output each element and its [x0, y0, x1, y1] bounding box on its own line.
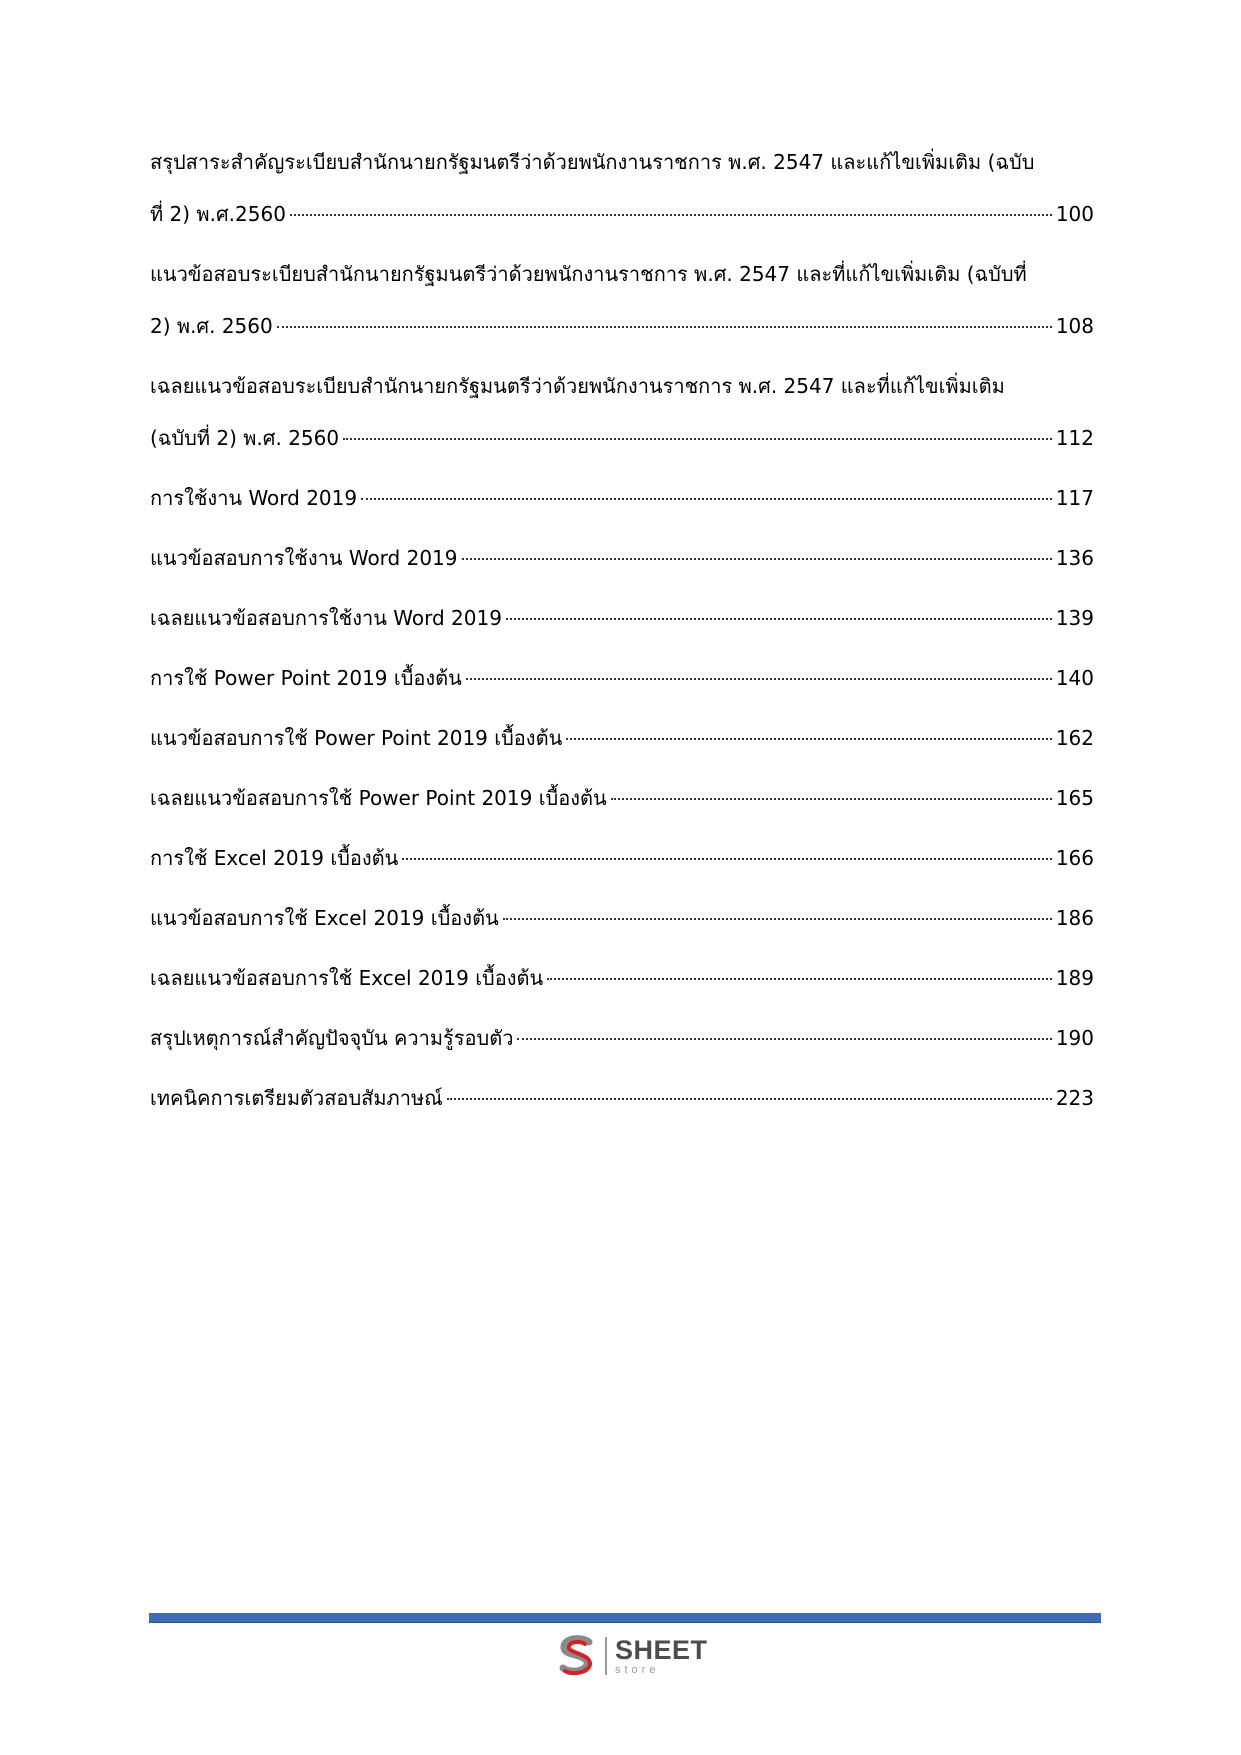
toc-page-number: 223: [1055, 1086, 1094, 1110]
toc-entry[interactable]: [150, 1084, 1094, 1113]
toc-entry-title: การใช้ Excel 2019 เบื้องต้น: [150, 846, 399, 870]
toc-entry-title: การใช้ Power Point 2019 เบื้องต้น: [150, 666, 462, 690]
toc-entry-title: แนวข้อสอบการใช้ Power Point 2019 เบื้องต้น: [150, 726, 563, 750]
toc-page-number: 136: [1055, 546, 1094, 570]
toc-entry-title-line1: สรุปสาระสำคัญระเบียบสำนักนายกรัฐมนตรีว่าด้วยพนักงานราชการ พ.ศ. 2547 และแก้ไขเพิ่มเติม (ฉบับ: [150, 150, 1035, 174]
toc-entry-title: ที่ 2) พ.ศ.2560: [150, 202, 286, 226]
dot-leader: [547, 977, 1052, 980]
toc-entry-title: เฉลยแนวข้อสอบการใช้ Excel 2019 เบื้องต้น: [150, 966, 544, 990]
toc-entry[interactable]: [150, 1024, 1094, 1053]
dot-leader: [506, 617, 1052, 620]
toc-entry[interactable]: [150, 784, 1094, 813]
toc-entry-title: เฉลยแนวข้อสอบการใช้ Power Point 2019 เบื้องต้น: [150, 786, 607, 810]
dot-leader: [402, 857, 1051, 860]
toc-page-number: 162: [1055, 726, 1094, 750]
dot-leader: [466, 677, 1052, 680]
dot-leader: [447, 1097, 1052, 1100]
toc-entry[interactable]: [150, 604, 1094, 633]
dot-leader: [361, 497, 1052, 500]
toc-page-number: 139: [1055, 606, 1094, 630]
toc-entry-title-line1: เฉลยแนวข้อสอบระเบียบสำนักนายกรัฐมนตรีว่าด้วยพนักงานราชการ พ.ศ. 2547 และที่แก้ไขเพิ่มเติม: [150, 374, 1005, 398]
toc-entry[interactable]: [150, 484, 1094, 513]
dot-leader: [503, 917, 1052, 920]
toc-entry[interactable]: [150, 724, 1094, 753]
dot-leader: [462, 557, 1052, 560]
toc-entry[interactable]: [150, 544, 1094, 573]
dot-leader: [290, 213, 1052, 216]
toc-page-number: 100: [1055, 202, 1094, 226]
toc-page-number: 117: [1055, 486, 1094, 510]
toc-entry[interactable]: [150, 964, 1094, 993]
toc-entry[interactable]: [150, 372, 1094, 453]
toc-entry-title: แนวข้อสอบการใช้งาน Word 2019: [150, 546, 458, 570]
toc-entry-title: เทคนิคการเตรียมตัวสอบสัมภาษณ์: [150, 1086, 443, 1110]
logo-subtext: store: [615, 1663, 660, 1676]
toc-entry-title: สรุปเหตุการณ์สำคัญปัจจุบัน ความรู้รอบตัว: [150, 1026, 514, 1050]
dot-leader: [277, 325, 1052, 328]
toc-page-number: 186: [1055, 906, 1094, 930]
toc-page-number: 166: [1055, 846, 1094, 870]
toc-page-number: 140: [1055, 666, 1094, 690]
toc-entry[interactable]: [150, 664, 1094, 693]
toc-entry-title: 2) พ.ศ. 2560: [150, 314, 273, 338]
toc-entry-title: การใช้งาน Word 2019: [150, 486, 358, 510]
toc-page-number: 108: [1055, 314, 1094, 338]
toc-entry-title: แนวข้อสอบการใช้ Excel 2019 เบื้องต้น: [150, 906, 499, 930]
dot-leader: [611, 797, 1052, 800]
toc-page-number: 189: [1055, 966, 1094, 990]
sheet-store-logo-icon: [555, 1634, 599, 1678]
toc-page-number: 190: [1055, 1026, 1094, 1050]
toc-entry[interactable]: [150, 904, 1094, 933]
toc-entry[interactable]: [150, 148, 1094, 229]
toc-entry[interactable]: [150, 844, 1094, 873]
footer-rule: [149, 1613, 1101, 1623]
toc-entry-title-line1: แนวข้อสอบระเบียบสำนักนายกรัฐมนตรีว่าด้วยพนักงานราชการ พ.ศ. 2547 และที่แก้ไขเพิ่มเติม (ฉบับที่: [150, 262, 1027, 286]
table-of-contents: [150, 148, 1094, 1144]
toc-entry-title: เฉลยแนวข้อสอบการใช้งาน Word 2019: [150, 606, 502, 630]
sheet-store-logo: [555, 1632, 708, 1680]
dot-leader: [517, 1037, 1051, 1040]
toc-page-number: 112: [1055, 426, 1094, 450]
toc-page-number: 165: [1055, 786, 1094, 810]
logo-separator: [605, 1637, 607, 1675]
logo-text: SHEET: [615, 1634, 708, 1665]
toc-entry[interactable]: [150, 260, 1094, 341]
dot-leader: [566, 737, 1052, 740]
dot-leader: [343, 437, 1052, 440]
toc-entry-title: (ฉบับที่ 2) พ.ศ. 2560: [150, 426, 340, 450]
